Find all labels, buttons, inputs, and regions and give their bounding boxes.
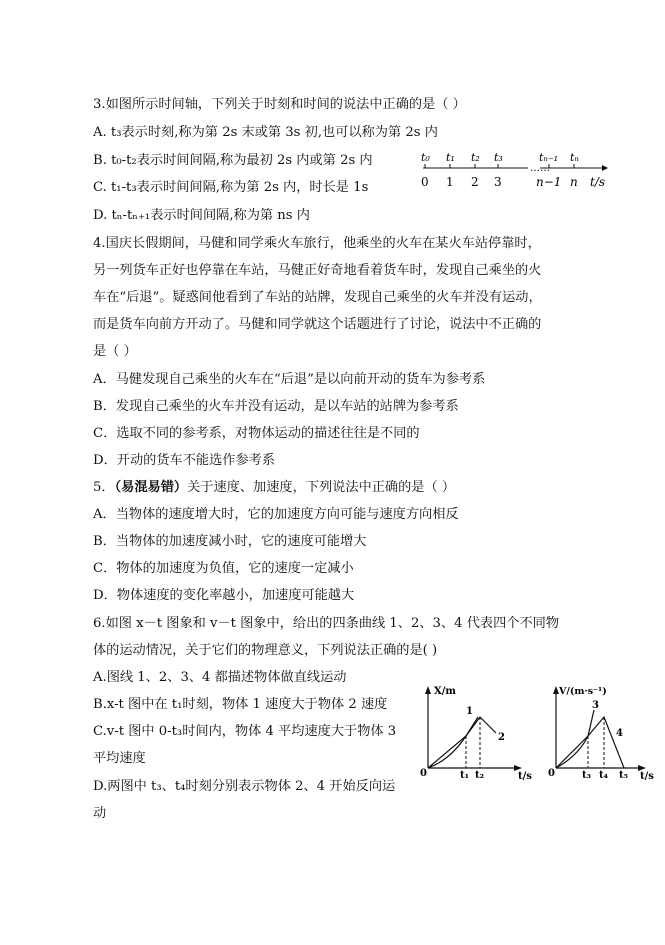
timeline-label-tn-1: tₙ₋₁ (539, 151, 559, 164)
timeline-label-t1: t₁ (446, 151, 455, 164)
xt-curve-2 (428, 717, 496, 768)
q5-number: 5． (93, 480, 115, 495)
q4-stem-line-3: 车在“后退”。疑惑间他看到了车站的站牌，发现自己乘坐的火车并没有运动， (93, 290, 542, 305)
q4-option-c: C．选取不同的参考系，对物体运动的描述往往是不同的 (93, 426, 420, 441)
timeline-figure (410, 148, 640, 194)
q3-option-d: D. tₙ-tₙ₊₁表示时间间隔,称为第 ns 内 (93, 208, 310, 223)
xt-curve-1 (428, 717, 478, 768)
vt-tick-t4: t₄ (599, 770, 608, 780)
q6-option-c-line-1: C.v-t 图中 0-t₃时间内，物体 4 平均速度大于物体 3 (93, 724, 397, 739)
vt-tick-t3: t₃ (582, 770, 591, 780)
q5-stem (93, 479, 455, 497)
q6-option-c-line-2: 平均速度 (93, 751, 146, 766)
q4-option-d: D．开动的货车不能选作参考系 (93, 453, 276, 468)
q6-option-d-line-2: 动 (93, 806, 107, 821)
xt-tick-t1: t₁ (460, 770, 469, 780)
q5-option-d: D．物体速度的变化率越小，加速度可能越大 (93, 588, 355, 603)
vt-tick-t5: t₅ (619, 770, 628, 780)
q5-option-a: A．当物体的速度增大时，它的加速度方向可能与速度方向相反 (93, 507, 459, 522)
xt-curve-1-label: 1 (466, 706, 473, 717)
timeline-num-3: 3 (494, 175, 502, 189)
q6-option-d-line-1: D.两图中 t₃、t₄时刻分别表示物体 2、4 开始反向运 (93, 779, 396, 794)
vt-graph (546, 680, 658, 780)
vt-y-axis-label: V/(m·s⁻¹) (559, 686, 607, 697)
timeline-unit: t/s (590, 175, 606, 189)
xt-tick-t2: t₂ (475, 770, 484, 780)
q5-tag: （易混易错） (114, 480, 188, 495)
timeline-num-n-1: n−1 (536, 175, 562, 189)
q6-stem-line-2: 体的运动情况，关于它们的物理意义，下列说法正确的是( ) (93, 643, 438, 658)
timeline-label-t3: t₃ (494, 151, 503, 164)
vt-origin-label: 0 (548, 768, 555, 779)
q4-stem-line-1: 4.国庆长假期间，马健和同学乘火车旅行，他乘坐的火车在某火车站停靠时， (93, 236, 541, 251)
timeline-num-2: 2 (471, 175, 479, 189)
timeline-num-n: n (570, 175, 578, 189)
q3-option-b: B. t₀-t₂表示时间间隔,称为最初 2s 内或第 2s 内 (93, 153, 373, 168)
q5-option-c: C．物体的加速度为负值，它的速度一定减小 (93, 561, 354, 576)
vt-x-axis-label: t/s (640, 771, 654, 780)
xt-origin-label: 0 (420, 768, 427, 779)
vt-curve-4-label: 4 (616, 728, 623, 739)
q5-option-b: B．当物体的加速度减小时，它的速度可能增大 (93, 534, 367, 549)
q6-option-b: B.x-t 图中在 t₁时刻，物体 1 速度大于物体 2 速度 (93, 697, 388, 712)
q4-option-a: A．马健发现自己乘坐的火车在“后退”是以向前开动的货车为参考系 (93, 372, 486, 387)
q4-option-b: B．发现自己乘坐的火车并没有运动，是以车站的站牌为参考系 (93, 399, 459, 414)
xt-x-axis-label: t/s (518, 771, 532, 780)
q4-stem-line-5: 是（ ） (93, 344, 137, 359)
timeline-label-t2: t₂ (471, 151, 480, 164)
vt-curve-4 (556, 717, 624, 768)
xt-y-axis-label: X/m (434, 686, 456, 697)
q5-stem-text: 关于速度、加速度，下列说法中正确的是（ ） (187, 480, 456, 495)
xt-curve-2-label: 2 (498, 732, 505, 743)
q6-option-a: A.图线 1、2、3、4 都描述物体做直线运动 (93, 670, 347, 685)
q6-stem-line-1: 6.如图 x－t 图象和 v－t 图象中，给出的四条曲线 1、2、3、4 代表四个不同物 (93, 616, 560, 631)
timeline-label-tn: tₙ (570, 151, 579, 164)
q3-stem: 3.如图所示时间轴，下列关于时刻和时间的说法中正确的是（ ） (93, 97, 466, 112)
q3-option-a: A. t₃表示时刻,称为第 2s 末或第 3s 初,也可以称为第 2s 内 (93, 125, 438, 140)
timeline-num-1: 1 (446, 175, 454, 189)
q4-stem-line-4: 而是货车向前方开动了。马健和同学就这个话题进行了讨论，说法中不正确的 (93, 317, 542, 332)
timeline-ellipsis: …… (530, 163, 550, 174)
vt-curve-3-label: 3 (592, 700, 599, 711)
xt-graph (418, 680, 536, 780)
q3-option-c: C. t₁-t₃表示时间间隔,称为第 2s 内，时长是 1s (93, 180, 369, 195)
timeline-label-t0: t₀ (421, 151, 430, 164)
timeline-num-0: 0 (421, 175, 429, 189)
q4-stem-line-2: 另一列货车正好也停靠在车站，马健正好奇地看着货车时，发现自己乘坐的火 (93, 263, 542, 278)
